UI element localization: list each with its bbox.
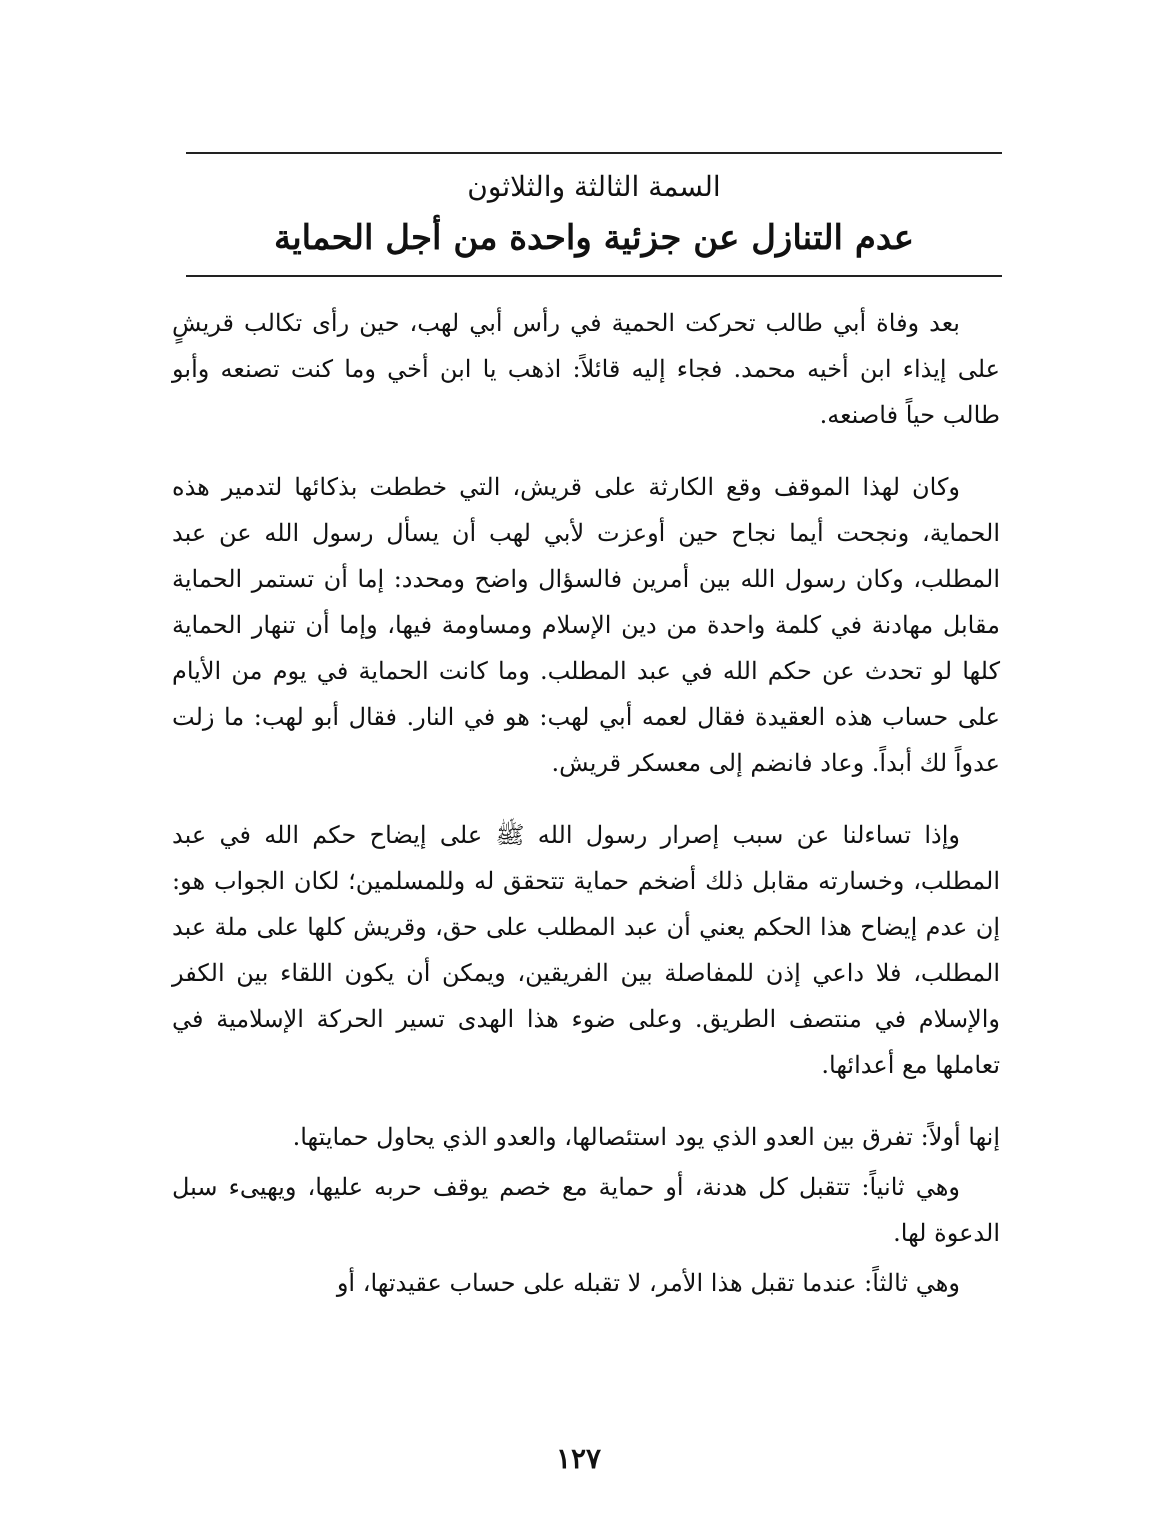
paragraph: وهي ثانياً: تتقبل كل هدنة، أو حماية مع خصم يوقف حربه عليها، ويهيىء سبل الدعوة لها. xyxy=(172,1173,1000,1247)
paragraph: وإذا تساءلنا عن سبب إصرار رسول الله ﷺ على إيضاح حكم الله في عبد المطلب، وخسارته مقابل ذلك أضخم حماية تتحقق له وللمسلمين؛ لكان الجواب هو: إن عدم إيضاح هذا الحكم يعني أن عبد المطلب على حق، وقريش كلها على ملة عبد المطلب، فلا داعي إذن للمفاصلة بين الفريقين، ويمكن أن يكون اللقاء بين الكفر والإسلام في منتصف الطريق. وعلى ضوء هذا الهدى تسير الحركة الإسلامية في تعاملها مع أعدائها. xyxy=(172,821,1000,1079)
chapter-subtitle: السمة الثالثة والثلاثون xyxy=(467,170,721,203)
chapter-title: عدم التنازل عن جزئية واحدة من أجل الحماية xyxy=(273,218,915,258)
paragraph: وكان لهذا الموقف وقع الكارثة على قريش، التي خططت بذكائها لتدمير هذه الحماية، ونجحت أيما نجاح حين أوعزت لأبي لهب أن يسأل رسول الله عن عبد المطلب، وكان رسول الله بين أمرين فالسؤال واضح ومحدد: إما أن تستمر الحماية مقابل مهادنة في كلمة واحدة من دين الإسلام ومساومة فيها، وإما أن تنهار الحماية كلها لو تحدث عن حكم الله في عبد المطلب. وما كانت الحماية في يوم من الأيام على حساب هذه العقيدة فقال لعمه أبي لهب: هو في النار. فقال أبو لهب: ما زلت عدواً لك أبداً. وعاد فانضم إلى معسكر قريش. xyxy=(172,473,1000,777)
top-rule xyxy=(186,152,1002,154)
chapter-heading xyxy=(186,164,1002,266)
bottom-rule xyxy=(186,275,1002,277)
paragraph: إنها أولاً: تفرق بين العدو الذي يود استئصالها، والعدو الذي يحاول حمايتها. xyxy=(292,1123,1000,1151)
paragraph: وهي ثالثاً: عندما تقبل هذا الأمر، لا تقبله على حساب عقيدتها، أو xyxy=(336,1269,960,1297)
paragraph: بعد وفاة أبي طالب تحركت الحمية في رأس أبي لهب، حين رأى تكالب قريشٍ على إيذاء ابن أخيه محمد. فجاء إليه قائلاً: اذهب يا ابن أخي وما كنت تصنعه وأبو طالب حياً فاصنعه. xyxy=(172,309,1000,429)
page-number: ١٢٧ xyxy=(555,1442,602,1475)
body-text xyxy=(172,300,1000,1310)
